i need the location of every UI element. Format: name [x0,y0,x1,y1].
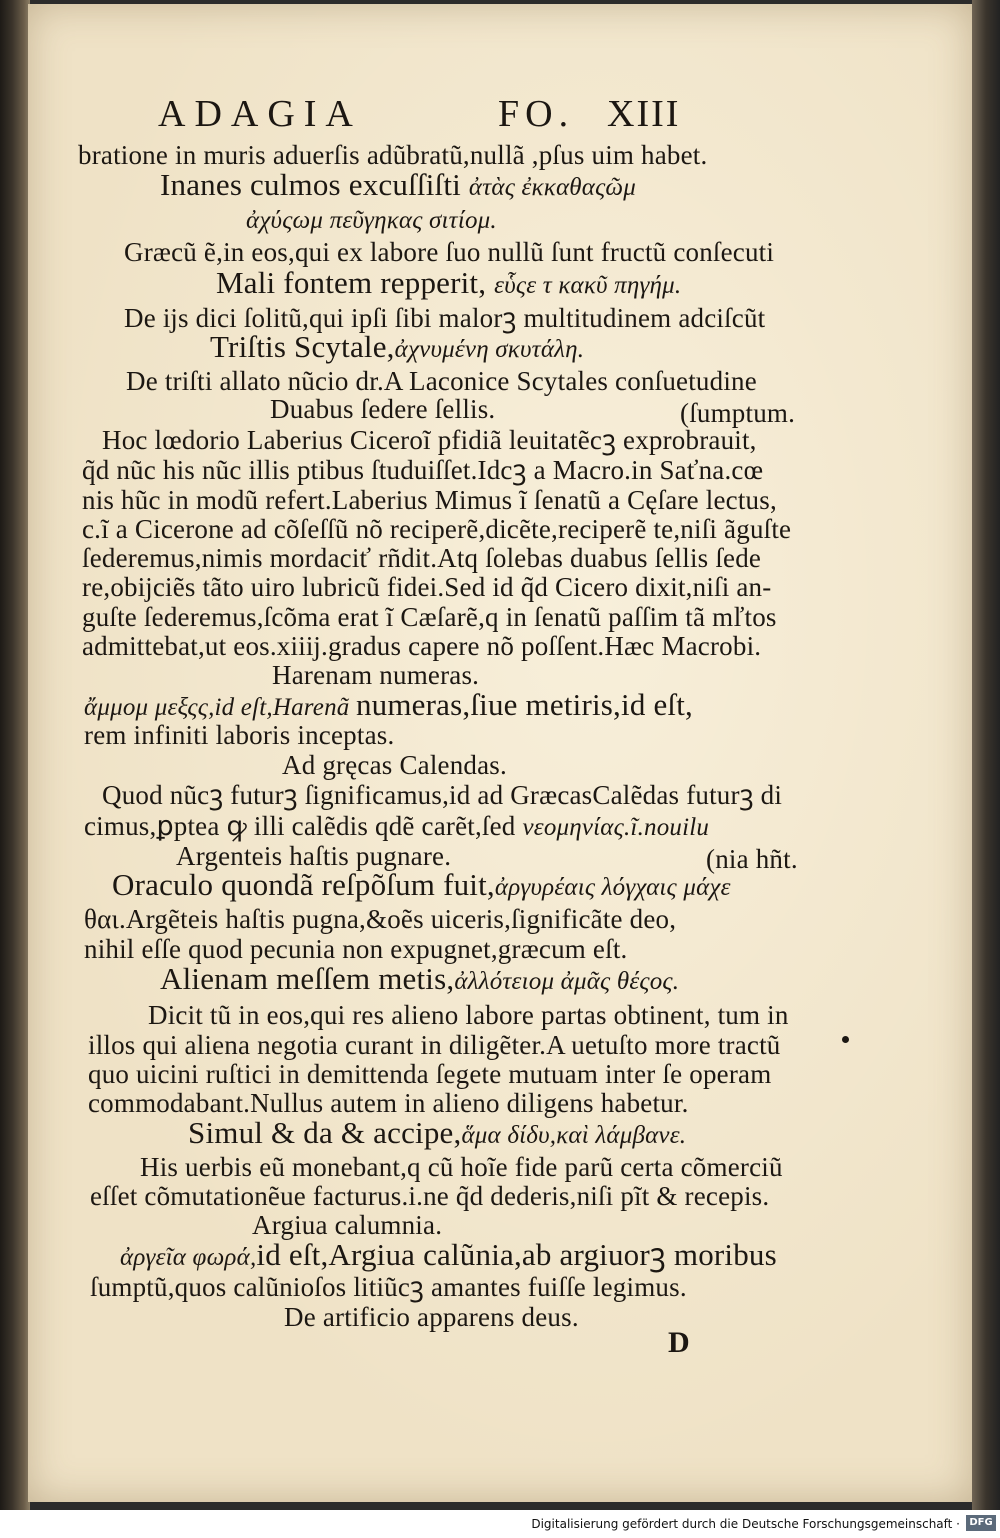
text-line: Inanes culmos excuſſiſti ἀτὰς ἐκκαθαςῶμ [160,167,637,202]
text-line: q̃d nũc his nũc illis ptibus ſtuduiſſet.Idcꝫ a Macro.in Saťna.cœ [82,455,764,485]
text-line: re,obĳciẽs tãto uiro lubricũ fidei.Sed id q̃d Cicero dixit,niſi an- [82,572,772,602]
text-line: θαι.Argẽteis haſtis pugna,&oẽs uiceris,ſignificãte deo, [84,904,677,934]
text-line: Quod nũcꝫ futurꝫ ſignificamus,id ad GræcasCalẽdas futurꝫ di [102,780,783,810]
page-right-edge [972,0,1000,1510]
running-head: ADAGIA [158,93,362,135]
greek-text: ἀχύςωμ πεῦγηκας σιτίομ. [246,207,497,234]
text-line: His uerbis eũ monebant,q cũ hoĩe fide parũ certa cõmerciũ [140,1152,783,1182]
text-line: Argiua calumnia. [252,1210,443,1240]
text-line: Argenteis haſtis pugnare. [176,841,452,871]
text-line: Græcũ ẽ,in eos,qui ex labore ſuo nullũ ſunt fructũ conſecuti [124,237,775,267]
folio-number: XIII [607,93,681,135]
text-line [246,203,497,236]
greek-text: ἀργεῖα φωρά, [120,1244,257,1271]
text-line: Mali fontem repperit, εὗςε τ κακῦ πηγήμ. [216,265,682,300]
margin-mark [842,1036,849,1043]
text-line: Alienam meſſem metis,ἀλλότειομ ἀμᾶς θέςος. [160,961,680,996]
greek-text: ἄμμομ μεξςς,id eſt,Harenã [84,694,356,721]
text-line: c.ĩ a Cicerone ad cõſeſſũ nõ reciperẽ,dicẽte,reciperẽ te,niſi ãguſte [82,514,792,544]
text-line: De triſti allato nũcio dr.A Laconice Scytales conſuetudine [126,366,757,396]
text-line: Duabus ſedere ſellis. [270,394,496,424]
greek-text: ἅμα δίδυ,καὶ λάμβανε. [461,1122,687,1149]
greek-text: νεομηνίας.ĩ.nouilu [522,814,710,841]
text-line: admittebat,ut eos.xiiĳ.gradus capere nõ poſſent.Hæc Macrobi. [82,631,762,661]
greek-text: ἀργυρέαις λόγχαις μάχε [494,874,731,901]
text-line: De artificio apparens deus. [284,1302,579,1332]
text-line: ſederemus,nimis mordaciť rñdit.Atq ſolebas duabus ſellis ſede [82,543,762,573]
folio-label: FO. [498,93,575,135]
footer-bar [0,1510,1000,1538]
text-line: De ĳs dici ſolitũ,qui ipſi ſibi malorꝫ multitudinem adciſcũt [124,303,766,333]
text-line: Dicit tũ in eos,qui res alieno labore partas obtinent, tum in [148,1000,789,1030]
text-line: commodabant.Nullus autem in alieno diligens habetur. [88,1088,689,1118]
text-line: eſſet cõmutationẽue facturus.i.ne q̃d dederis,niſi pĩt & recepis. [90,1181,770,1211]
text-line-continuation: (nia hñt. [706,844,798,874]
text-line: Hoc lœdorio Laberius Ciceroĩ pfidiã leuitatẽcꝫ exprobrauit, [102,425,757,455]
text-line: guſte ſederemus,ſcõma erat ĩ Cæſarẽ,q in ſenatũ paſſim tã mľtos [82,602,777,632]
text-line: Oraculo quondã reſpõſum fuit,ἀργυρέαις λόγχαις μάχε [112,867,731,902]
greek-text: ἀλλότειομ ἀμᾶς θέςος. [454,968,680,995]
text-line: nihil eſſe quod pecunia non expugnet,græcum eſt. [84,934,628,964]
book-spine-edge [0,0,30,1510]
text-line: ſumptũ,quos calũnioſos litiũcꝫ amantes fuiſſe legimus. [90,1272,687,1302]
text-line: rem infiniti laboris inceptas. [84,720,395,750]
text-line: Simul & da & accipe,ἅμα δίδυ,καὶ λάμβανε. [188,1115,687,1150]
text-line: nis hũc in modũ refert.Laberius Mimus ĩ ſenatũ a Cęſare lectus, [82,485,777,515]
text-line: cimus,ꝑptea ꝙ illi calẽdis qdẽ carẽt,ſed νεομηνίας.ĩ.nouilu [84,811,710,841]
greek-text: ἀτὰς ἐκκαθαςῶμ [468,174,637,201]
text-line: Ad gręcas Calendas. [282,750,507,780]
signature-mark: D [668,1326,690,1359]
text-line: bratione in muris aduerſis adũbratũ,nullã ,pſus uim habet. [78,140,708,170]
text-line: Triſtis Scytale,ἀχνυμένη σκυτάλη. [210,329,585,364]
greek-text: εὗςε τ κακῦ πηγήμ. [494,272,682,299]
text-line: illos qui aliena negotia curant in diligẽter.A uetuſto more tractũ [88,1030,781,1060]
greek-text: ἀχνυμένη σκυτάλη. [394,336,585,363]
text-line: ἀργεῖα φωρά,id eſt,Argiua calũnia,ab argiuorꝫ moribus [120,1237,777,1272]
text-line: quo uicini ruſtici in demittenda ſegete mutuam inter ſe operam [88,1059,772,1089]
footer-credit: Digitalisierung gefördert durch die Deutsche Forschungsgemeinschaft · [531,1517,960,1531]
text-line-continuation: (ſumptum. [680,398,796,428]
text-line: ἄμμομ μεξςς,id eſt,Harenã numeras,ſiue metiris,id eſt, [84,687,694,722]
dfg-logo: DFG [966,1515,996,1531]
text-line: Harenam numeras. [272,660,480,690]
